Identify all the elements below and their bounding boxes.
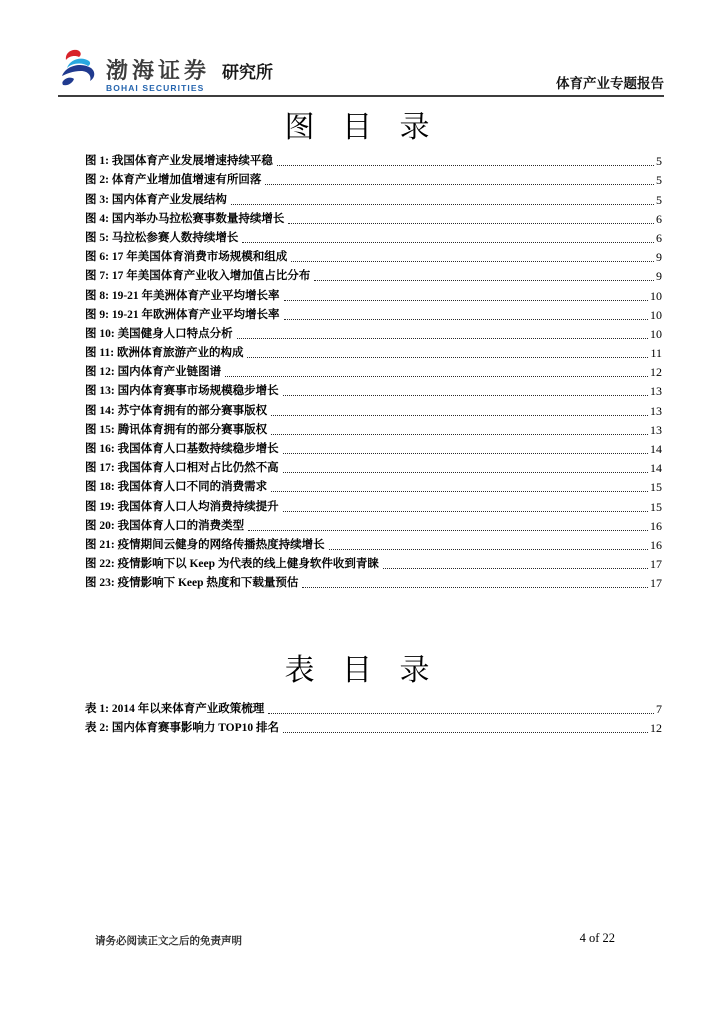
toc-entry-label: 图 12: 国内体育产业链图谱 [85, 366, 222, 379]
toc-entry-page-number: 6 [656, 211, 662, 226]
toc-entry [85, 458, 662, 477]
toc-entry-label: 图 18: 我国体育人口不同的消费需求 [85, 481, 268, 494]
toc-entry-page-number: 16 [650, 518, 662, 533]
dot-leader [237, 338, 648, 339]
report-type-label: 体育产业专题报告 [556, 76, 664, 91]
toc-entry-page-number: 14 [650, 442, 662, 456]
dot-leader [284, 319, 648, 320]
dot-leader [242, 242, 654, 243]
toc-entry-page-number: 7 [656, 702, 662, 717]
toc-entry [85, 554, 662, 573]
toc-entry [85, 400, 662, 419]
toc-entry-label: 图 19: 我国体育人口人均消费持续提升 [85, 500, 279, 513]
toc-entry [85, 477, 662, 496]
figure-toc-title: 图 目 录 [284, 111, 440, 144]
dot-leader [231, 204, 654, 205]
toc-entry-page-number: 5 [656, 173, 662, 188]
dot-leader [271, 415, 648, 416]
toc-entry [85, 324, 662, 343]
toc-entry-page-number: 17 [650, 576, 662, 591]
figure-toc-list [85, 151, 662, 592]
toc-entry-label: 图 16: 我国体育人口基数持续稳步增长 [85, 443, 279, 455]
toc-entry-label: 图 11: 欧洲体育旅游产业的构成 [85, 347, 244, 360]
dot-leader [248, 530, 648, 531]
toc-entry [85, 266, 662, 285]
toc-entry-page-number: 15 [650, 499, 662, 514]
brand-name-cn: 渤海证券 [106, 57, 211, 83]
dot-leader [271, 491, 648, 492]
toc-entry-label: 图 5: 马拉松参赛人数持续增长 [85, 231, 239, 244]
toc-entry-label: 图 21: 疫情期间云健身的网络传播热度持续增长 [85, 538, 325, 551]
toc-entry-label: 图 14: 苏宁体育拥有的部分赛事版权 [85, 404, 268, 417]
toc-entry-page-number: 10 [650, 307, 662, 322]
dot-leader [288, 223, 654, 224]
toc-entry-page-number: 13 [650, 403, 662, 418]
dot-leader [302, 587, 648, 588]
toc-entry-label: 图 9: 19-21 年欧洲体育产业平均增长率 [85, 308, 280, 321]
toc-entry-page-number: 16 [650, 537, 662, 552]
dot-leader [383, 568, 648, 569]
toc-entry [85, 535, 662, 554]
dot-leader [268, 713, 654, 714]
toc-entry [85, 151, 662, 170]
toc-entry-label: 图 3: 国内体育产业发展结构 [85, 193, 227, 206]
toc-entry-page-number: 12 [650, 365, 662, 380]
dot-leader [284, 300, 648, 301]
dot-leader [247, 357, 648, 358]
toc-entry-page-number: 5 [656, 154, 662, 169]
dot-leader [271, 434, 648, 435]
toc-entry-page-number: 13 [650, 422, 662, 437]
department-label: 研究所 [222, 63, 274, 82]
brand-text [106, 57, 211, 93]
toc-entry [85, 718, 662, 737]
toc-entry-label: 图 1: 我国体育产业发展增速持续平稳 [85, 155, 273, 168]
toc-entry-page-number: 10 [650, 326, 662, 341]
toc-entry [85, 228, 662, 247]
brand-name-en: BOHAI SECURITIES [106, 82, 205, 93]
dot-leader [265, 184, 654, 185]
toc-entry-label: 图 22: 疫情影响下以 Keep 为代表的线上健身软件收到青睐 [85, 558, 379, 571]
table-toc-list [85, 699, 662, 737]
dot-leader [291, 261, 654, 262]
toc-entry-page-number: 5 [656, 192, 662, 207]
toc-entry-page-number: 10 [650, 288, 662, 303]
toc-entry-page-number: 6 [656, 230, 662, 245]
toc-entry-page-number: 12 [650, 721, 662, 736]
toc-entry [85, 516, 662, 535]
toc-entry [85, 381, 662, 400]
toc-entry [85, 305, 662, 324]
toc-entry-label: 图 13: 国内体育赛事市场规模稳步增长 [85, 385, 279, 398]
toc-entry [85, 285, 662, 304]
toc-entry [85, 362, 662, 381]
dot-leader [225, 376, 648, 377]
toc-entry [85, 496, 662, 515]
toc-entry [85, 420, 662, 439]
toc-entry-page-number: 9 [656, 250, 662, 265]
toc-entry [85, 439, 662, 458]
toc-entry-label: 图 20: 我国体育人口的消费类型 [85, 519, 245, 532]
toc-entry-label: 图 7: 17 年美国体育产业收入增加值占比分布 [85, 270, 311, 283]
dot-leader [283, 472, 648, 473]
toc-entry-page-number: 9 [656, 269, 662, 284]
toc-entry-page-number: 11 [650, 346, 662, 361]
footer-disclaimer: 请务必阅读正文之后的免责声明 [95, 936, 242, 947]
footer-page-indicator: 4 of 22 [579, 931, 615, 945]
toc-entry-label: 图 10: 美国健身人口特点分析 [85, 327, 233, 340]
toc-entry [85, 170, 662, 189]
report-header [58, 46, 664, 94]
dot-leader [329, 549, 648, 550]
toc-entry [85, 209, 662, 228]
dot-leader [277, 165, 654, 166]
toc-entry [85, 343, 662, 362]
toc-entry-label: 图 2: 体育产业增加值增速有所回落 [85, 174, 262, 187]
dot-leader [283, 453, 648, 454]
dot-leader [314, 280, 654, 281]
toc-entry-label: 图 15: 腾讯体育拥有的部分赛事版权 [85, 423, 268, 436]
bohai-securities-logo-icon [58, 46, 100, 92]
toc-entry-label: 图 8: 19-21 年美洲体育产业平均增长率 [85, 289, 280, 302]
toc-entry-label: 表 2: 国内体育赛事影响力 TOP10 排名 [85, 722, 280, 735]
dot-leader [283, 732, 648, 733]
toc-entry [85, 189, 662, 208]
toc-entry-page-number: 17 [650, 557, 662, 572]
toc-entry-page-number: 13 [650, 384, 662, 399]
toc-entry-label: 图 17: 我国体育人口相对占比仍然不高 [85, 462, 279, 475]
dot-leader [283, 395, 648, 396]
toc-entry-label: 图 4: 国内举办马拉松赛事数量持续增长 [85, 212, 285, 225]
toc-entry-page-number: 15 [650, 480, 662, 495]
toc-entry-label: 图 6: 17 年美国体育消费市场规模和组成 [85, 251, 288, 264]
toc-entry-label: 表 1: 2014 年以来体育产业政策梳理 [85, 703, 265, 716]
toc-entry-label: 图 23: 疫情影响下 Keep 热度和下载量预估 [85, 577, 299, 590]
toc-entry [85, 247, 662, 266]
header-rule [58, 95, 664, 97]
toc-entry [85, 699, 662, 718]
table-toc-title: 表 目 录 [284, 654, 440, 687]
toc-entry-page-number: 14 [650, 461, 662, 476]
brand [58, 46, 273, 92]
dot-leader [283, 511, 648, 512]
toc-entry [85, 573, 662, 592]
